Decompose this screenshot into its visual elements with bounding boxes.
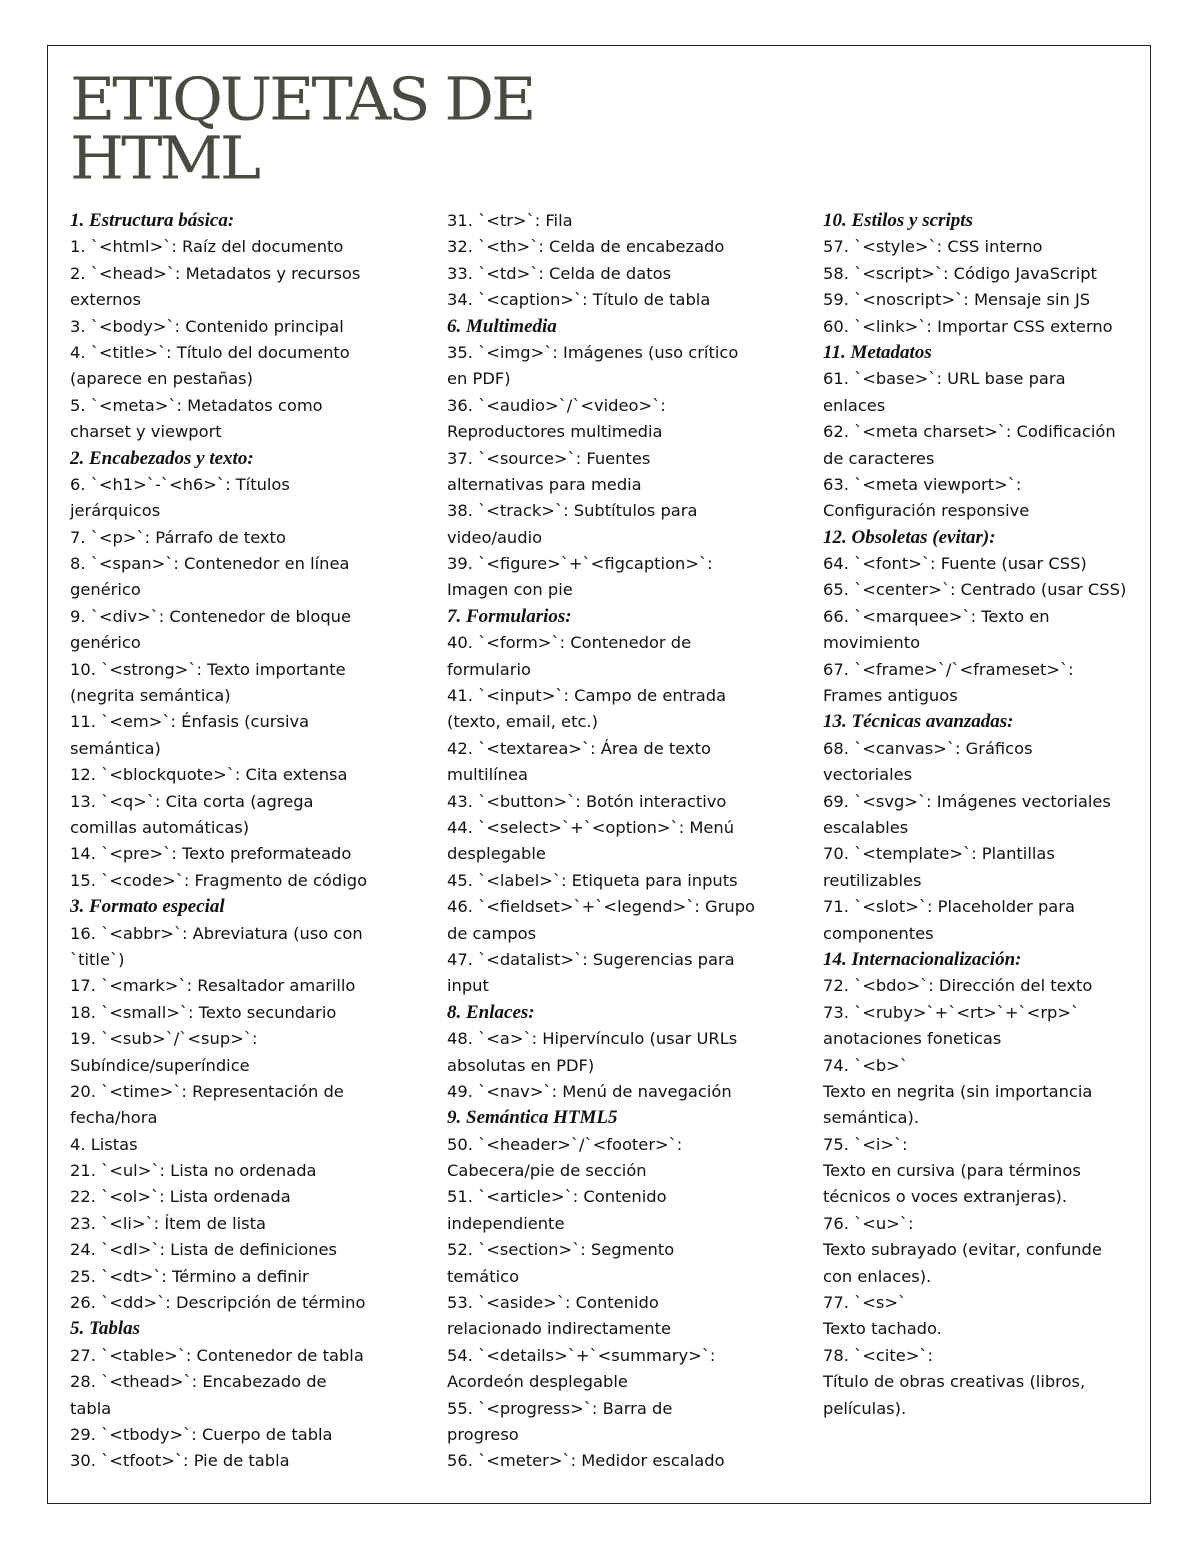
list-line: 9. `<div>`: Contenedor de bloque [70,606,351,626]
list-line: 31. `<tr>`: Fila [447,211,573,230]
list-line: Texto en negrita (sin importancia [823,1081,1093,1101]
list-line: 18. `<small>`: Texto secundario [70,1002,337,1022]
list-line: 61. `<base>`: URL base para [823,369,1066,389]
list-line: 30. `<tfoot>`: Pie de tabla [70,1451,290,1471]
list-line: Reproductores multimedia [447,422,663,442]
list-line: 73. `<ruby>`+`<rt>`+`<rp>` [823,1002,1080,1022]
list-line: absolutas en PDF) [447,1055,595,1075]
list-line: 34. `<caption>`: Título de tabla [447,290,711,310]
list-line: 41. `<input>`: Campo de entrada [447,686,727,706]
list-line: 23. `<li>`: Ítem de lista [70,1213,266,1233]
list-line: 43. `<button>`: Botón interactivo [447,791,727,811]
list-line: en PDF) [447,369,511,389]
list-line: Texto subrayado (evitar, confunde [823,1240,1102,1260]
section-heading: 11. Metadatos [823,341,932,363]
list-line: (negrita semántica) [70,686,231,706]
list-line: 3. `<body>`: Contenido principal [70,316,344,336]
list-line: 67. `<frame>`/`<frameset>`: [823,659,1074,679]
list-line: 19. `<sub>`/`<sup>`: [70,1029,258,1049]
list-line: 76. `<u>`: [823,1213,914,1233]
list-line: 33. `<td>`: Celda de datos [447,263,672,283]
list-line: 29. `<tbody>`: Cuerpo de tabla [70,1424,333,1444]
list-line: 4. Listas [70,1134,138,1154]
list-line: 35. `<img>`: Imágenes (uso crítico [447,342,739,362]
list-line: 1. `<html>`: Raíz del documento [70,237,344,257]
list-line: genérico [70,633,141,653]
list-line: 26. `<dd>`: Descripción de término [70,1293,366,1313]
list-line: 52. `<section>`: Segmento [447,1240,675,1260]
list-line: 25. `<dt>`: Término a definir [70,1266,309,1286]
section-heading: 9. Semántica HTML5 [447,1107,618,1129]
list-line: jerárquicos [70,501,161,521]
list-line: temático [447,1266,520,1286]
list-line: 5. `<meta>`: Metadatos como [70,395,323,415]
list-line: 63. `<meta viewport>`: [823,474,1022,494]
section-heading: 7. Formularios: [447,605,572,627]
list-line: 59. `<noscript>`: Mensaje sin JS [823,290,1091,310]
list-line: 15. `<code>`: Fragmento de código [70,870,368,890]
list-line: Acordeón desplegable [447,1372,628,1392]
list-line: 58. `<script>`: Código JavaScript [823,263,1097,283]
list-line: tabla [70,1398,112,1418]
section-heading: 5. Tablas [70,1318,141,1340]
list-line: Título de obras creativas (libros, [823,1372,1086,1392]
list-line: progreso [447,1424,519,1444]
list-line: externos [70,290,141,310]
section-heading: 14. Internacionalización: [823,948,1022,970]
section-heading: 3. Formato especial [70,896,225,918]
list-line: 72. `<bdo>`: Dirección del texto [823,976,1093,996]
list-line: 37. `<source>`: Fuentes [447,448,651,468]
list-line: 50. `<header>`/`<footer>`: [447,1134,683,1154]
list-line: semántica). [823,1108,920,1128]
document-title [70,64,534,193]
list-line: 49. `<nav>`: Menú de navegación [447,1081,732,1101]
list-line: 66. `<marquee>`: Texto en [823,606,1050,626]
list-line: relacionado indirectamente [447,1319,672,1339]
list-line: `title`) [70,949,125,969]
list-line: video/audio [447,527,543,547]
list-line: 7. `<p>`: Párrafo de texto [70,527,286,547]
list-line: 36. `<audio>`/`<video>`: [447,395,666,415]
list-line: 68. `<canvas>`: Gráficos [823,738,1033,758]
list-line: Imagen con pie [447,580,573,600]
list-line: 65. `<center>`: Centrado (usar CSS) [823,580,1127,600]
list-line: 45. `<label>`: Etiqueta para inputs [447,870,738,890]
list-line: 78. `<cite>`: [823,1345,933,1365]
list-line: 42. `<textarea>`: Área de texto [447,738,711,758]
list-line: 17. `<mark>`: Resaltador amarillo [70,976,356,996]
title-line-1: ETIQUETAS DE [70,64,534,134]
list-line: de caracteres [823,448,935,468]
list-line: 53. `<aside>`: Contenido [447,1293,659,1313]
list-line: 51. `<article>`: Contenido [447,1187,667,1207]
list-line: fecha/hora [70,1108,158,1128]
list-line: comillas automáticas) [70,817,250,837]
list-line: 40. `<form>`: Contenedor de [447,633,692,653]
list-line: 39. `<figure>`+`<figcaption>`: [447,554,713,574]
list-line: Subíndice/superíndice [70,1055,250,1075]
list-line: independiente [447,1213,565,1233]
list-line: 24. `<dl>`: Lista de definiciones [70,1240,337,1260]
section-heading: 12. Obsoletas (evitar): [823,526,996,548]
list-line: desplegable [447,844,546,864]
list-line: de campos [447,923,537,943]
section-heading: 10. Estilos y scripts [823,210,973,231]
list-line: 32. `<th>`: Celda de encabezado [447,237,725,257]
list-line: 4. `<title>`: Título del documento [70,342,350,362]
list-line: 10. `<strong>`: Texto importante [70,659,346,679]
list-line: enlaces [823,395,886,415]
column-2 [447,208,807,1475]
list-line: Frames antiguos [823,686,958,706]
list-line: 22. `<ol>`: Lista ordenada [70,1187,291,1207]
list-line: 55. `<progress>`: Barra de [447,1398,673,1418]
list-line: 20. `<time>`: Representación de [70,1081,344,1101]
list-line: 13. `<q>`: Cita corta (agrega [70,791,314,811]
list-line: 74. `<b>` [823,1055,908,1075]
list-line: 6. `<h1>`-`<h6>`: Títulos [70,474,290,494]
list-line: 44. `<select>`+`<option>`: Menú [447,817,735,837]
list-line: 11. `<em>`: Énfasis (cursiva [70,712,310,732]
list-line: input [447,976,489,996]
list-line: 46. `<fieldset>`+`<legend>`: Grupo [447,897,755,917]
list-line: 48. `<a>`: Hipervínculo (usar URLs [447,1029,738,1049]
list-line: 69. `<svg>`: Imágenes vectoriales [823,791,1111,811]
list-line: 62. `<meta charset>`: Codificación [823,422,1116,442]
list-line: vectoriales [823,765,913,785]
list-line: (aparece en pestañas) [70,369,253,389]
section-heading: 1. Estructura básica: [70,210,235,231]
list-line: (texto, email, etc.) [447,712,598,732]
list-line: genérico [70,580,141,600]
section-heading: 6. Multimedia [447,315,557,337]
list-line: películas). [823,1398,907,1418]
list-line: 12. `<blockquote>`: Cita extensa [70,765,348,785]
section-heading: 8. Enlaces: [447,1001,535,1023]
list-line: multilínea [447,765,528,785]
column-1 [70,208,430,1475]
list-line: 2. `<head>`: Metadatos y recursos [70,263,361,283]
list-line: 28. `<thead>`: Encabezado de [70,1372,327,1392]
list-line: con enlaces). [823,1266,932,1286]
title-line-2: HTML [70,123,259,193]
list-line: 47. `<datalist>`: Sugerencias para [447,949,735,969]
list-line: 60. `<link>`: Importar CSS externo [823,316,1113,336]
list-line: Configuración responsive [823,501,1030,521]
list-line: 57. `<style>`: CSS interno [823,237,1043,257]
list-line: Texto en cursiva (para términos [823,1161,1081,1181]
list-line: anotaciones foneticas [823,1029,1002,1049]
list-line: formulario [447,659,531,679]
section-heading: 13. Técnicas avanzadas: [823,711,1014,733]
list-line: Texto tachado. [823,1319,942,1339]
list-line: 27. `<table>`: Contenedor de tabla [70,1345,364,1365]
list-line: Cabecera/pie de sección [447,1161,647,1181]
list-line: 56. `<meter>`: Medidor escalado [447,1451,725,1471]
column-3 [823,208,1143,1422]
list-line: componentes [823,923,934,943]
list-line: 21. `<ul>`: Lista no ordenada [70,1161,317,1181]
list-line: 54. `<details>`+`<summary>`: [447,1345,716,1365]
list-line: alternativas para media [447,474,642,494]
section-heading: 2. Encabezados y texto: [70,447,254,469]
list-line: 71. `<slot>`: Placeholder para [823,897,1075,917]
list-line: reutilizables [823,870,922,890]
list-line: técnicos o voces extranjeras). [823,1187,1068,1207]
list-line: escalables [823,817,909,837]
list-line: 64. `<font>`: Fuente (usar CSS) [823,554,1087,574]
list-line: charset y viewport [70,422,222,442]
list-line: 75. `<i>`: [823,1134,908,1154]
list-line: 70. `<template>`: Plantillas [823,844,1055,864]
list-line: 8. `<span>`: Contenedor en línea [70,554,350,574]
list-line: movimiento [823,633,921,653]
list-line: semántica) [70,738,161,758]
list-line: 14. `<pre>`: Texto preformateado [70,844,352,864]
list-line: 38. `<track>`: Subtítulos para [447,501,698,521]
list-line: 77. `<s>` [823,1293,907,1313]
list-line: 16. `<abbr>`: Abreviatura (uso con [70,923,363,943]
